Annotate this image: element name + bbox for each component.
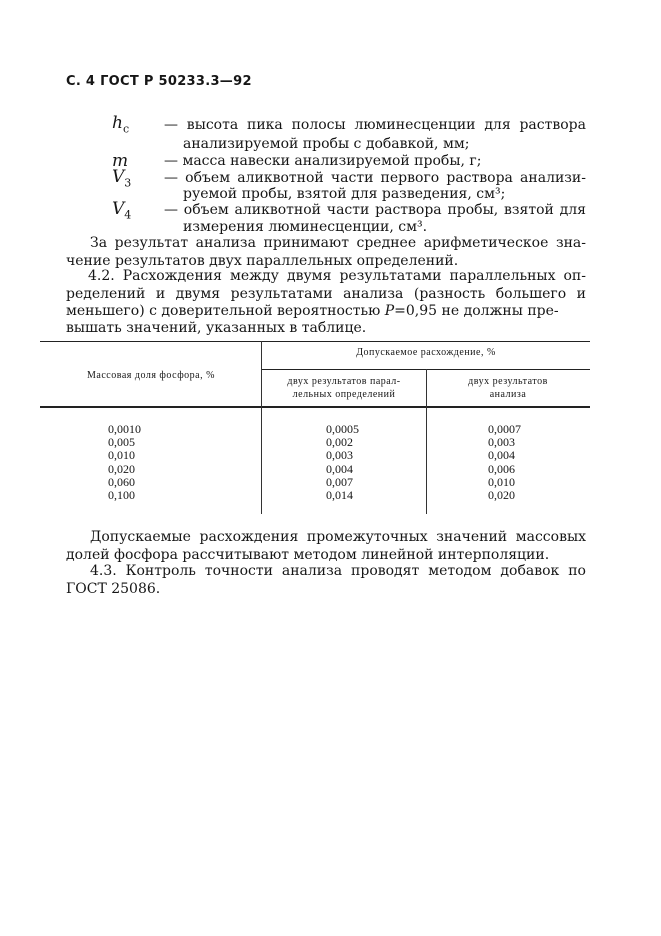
table-cell-analysis: 0,004: [488, 448, 515, 463]
symbol: $h_c$: [112, 113, 130, 136]
tolerance-table: [40, 339, 590, 514]
table-cell-analysis: 0,010: [488, 474, 515, 489]
table-cell-mass: 0,100: [108, 488, 135, 503]
col-analysis-values: [488, 423, 521, 502]
col-mass-values: [108, 423, 141, 502]
table-header-rule: [40, 406, 590, 408]
definition-text: — высота пика полосы люминесценции для раствора: [164, 117, 586, 133]
text-line: 4.2. Расхождения между двумя результатами параллельных оп-: [88, 268, 586, 284]
text-line: вышать значений, указанных в таблице.: [66, 320, 367, 336]
table-cell-mass: 0,020: [108, 461, 135, 476]
definition-v4: [66, 199, 586, 233]
symbol: m: [112, 151, 129, 171]
group-header: Допускаемое расхождение, %: [356, 347, 496, 358]
table-divider: [261, 341, 262, 514]
table-cell-parallel: 0,003: [326, 448, 353, 463]
col-analysis-header: двух результатов анализа: [468, 376, 548, 400]
text-line: 4.3. Контроль точности анализа проводят методом добавок по: [90, 563, 586, 579]
col-mass-header: Массовая доля фосфора, %: [87, 370, 215, 381]
text-line: чение результатов двух параллельных определений.: [66, 253, 459, 269]
table-cell-analysis: 0,0007: [488, 422, 521, 436]
table-cell-parallel: 0,004: [326, 461, 353, 476]
table-cell-parallel: 0,0005: [326, 422, 359, 436]
table-cell-analysis: 0,003: [488, 435, 515, 450]
page-header: С. 4 ГОСТ Р 50233.3—92: [66, 74, 252, 89]
definition-text-cont: измерения люминесценции, см³.: [183, 219, 428, 235]
table-top-rule: [40, 341, 590, 342]
table-cell-parallel: 0,007: [326, 474, 353, 489]
col-parallel-header: двух результатов парал- лельных определений: [287, 376, 401, 400]
table-cell-parallel: 0,002: [326, 435, 353, 450]
table-cell-analysis: 0,006: [488, 461, 515, 476]
table-cell-parallel: 0,014: [326, 488, 353, 503]
text-line: Допускаемые расхождения промежуточных значений массовых: [90, 529, 586, 545]
text-line: долей фосфора рассчитывают методом линейной интерполяции.: [66, 547, 550, 563]
table-cell-mass: 0,010: [108, 448, 135, 463]
table-cell-analysis: 0,020: [488, 488, 515, 503]
table-cell-mass: 0,005: [108, 435, 135, 450]
definition-text-cont: руемой пробы, взятой для разведения, см³;: [183, 186, 506, 202]
col-parallel-values: [326, 423, 359, 502]
text-line: ГОСТ 25086.: [66, 581, 161, 597]
text-line: За результат анализа принимают среднее арифметическое зна-: [90, 235, 586, 251]
definition-text: — объем аликвотной части раствора пробы, взятой для: [164, 202, 586, 218]
table-cell-mass: 0,0010: [108, 422, 141, 436]
symbol: $V_4$: [112, 199, 132, 222]
definition-text: — масса навески анализируемой пробы, г;: [164, 153, 482, 169]
text-line: ределений и двумя результатами анализа (разность большего и: [66, 286, 586, 302]
definition-text: — объем аликвотной части первого раствора анализи-: [164, 170, 586, 186]
definition-text-cont: анализируемой пробы с добавкой, мм;: [183, 136, 470, 152]
table-cell-mass: 0,060: [108, 474, 135, 489]
text-line: меньшего) с доверительной вероятностью P=0,95 не должны пре-: [66, 303, 559, 319]
symbol: $V_3$: [112, 167, 132, 190]
definition-v3: [66, 167, 586, 201]
definition-hc: [66, 113, 586, 152]
